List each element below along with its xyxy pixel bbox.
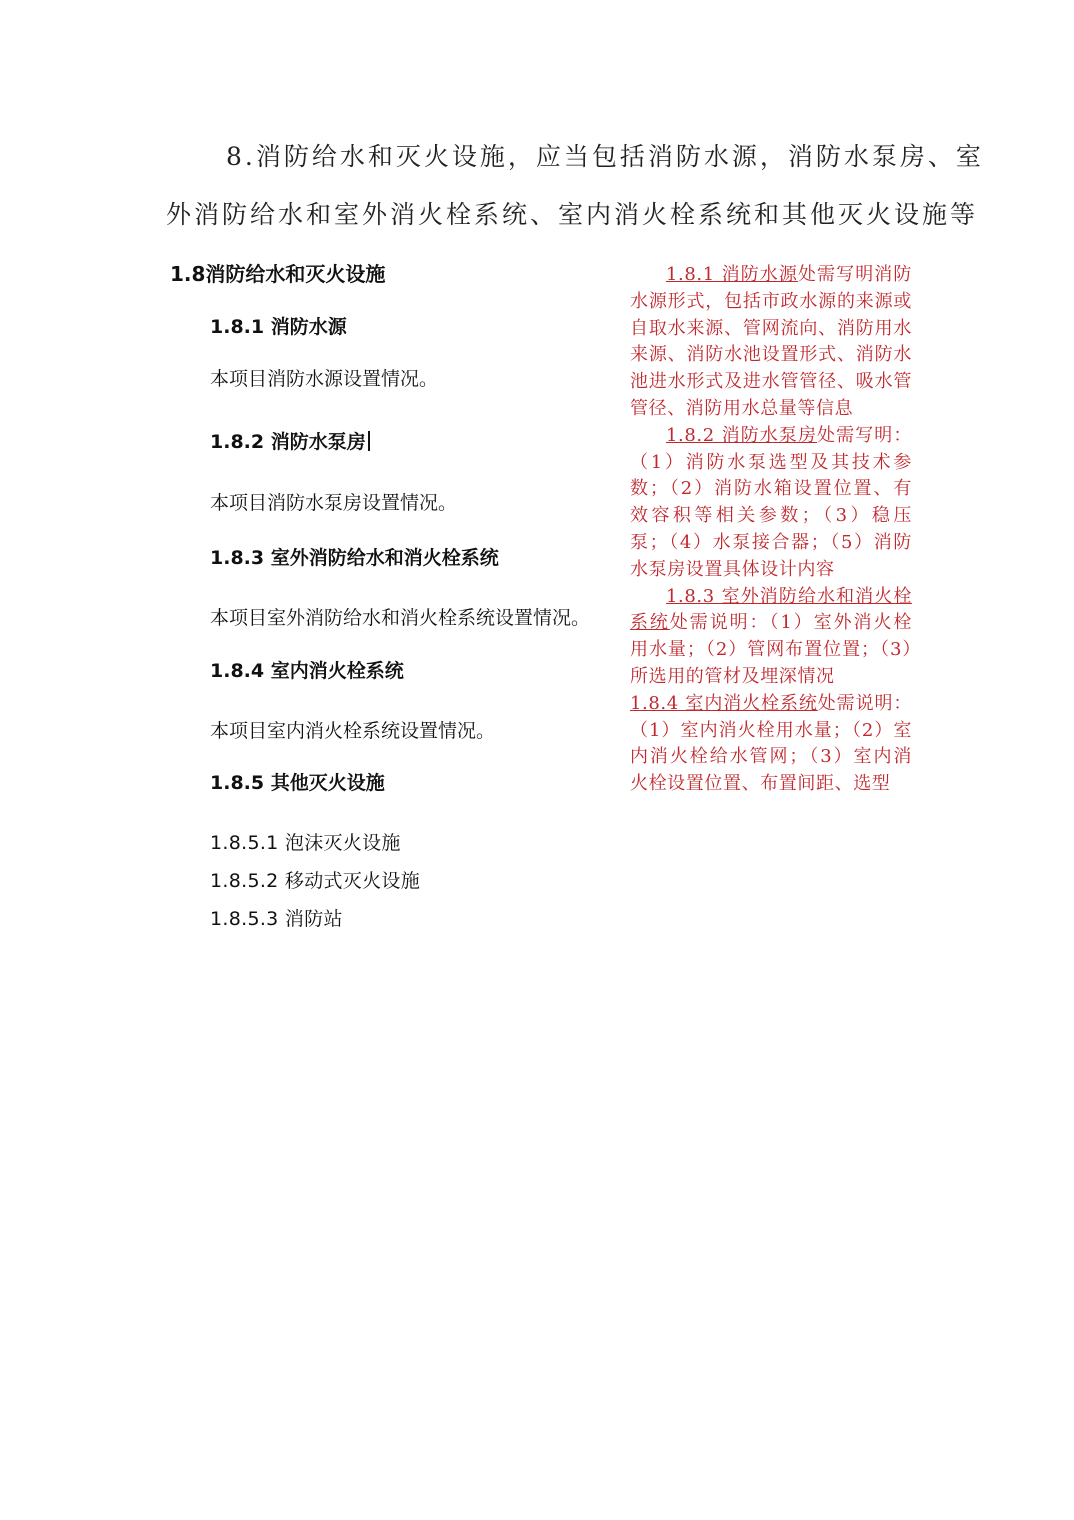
comment-text-1-8-3: 处需说明：（1）室外消火栓用水量；（2）管网布置位置；（3）所选用的管材及埋深情况 (630, 612, 912, 687)
intro-line-1: 8.消防给水和灭火设施，应当包括消防水源，消防水泵房、室 (226, 142, 984, 171)
comment-text-1-8-1: 处需写明消防水源形式，包括市政水源的来源或自取水来源、管网流向、消防用水来源、消防水池设置形式、消防水池进水形式及进水管管径、吸水管管径、消防用水总量等信息 (630, 264, 912, 419)
list-item-1-8-5-3: 1.8.5.3 消防站 (210, 908, 343, 930)
annotation-comment-box (630, 262, 912, 798)
subsection-heading-1-8-1: 1.8.1 消防水源 (210, 316, 347, 338)
list-item-1-8-5-2: 1.8.5.2 移动式灭火设施 (210, 870, 421, 892)
comment-1-8-3 (630, 584, 912, 691)
comment-title-1-8-4: 1.8.4 室内消火栓系统 (630, 692, 818, 714)
text-cursor (368, 431, 370, 451)
comment-title-1-8-2: 1.8.2 消防水泵房 (666, 424, 818, 446)
intro-line-2: 外消防给水和室外消火栓系统、室内消火栓系统和其他灭火设施等 (166, 200, 979, 229)
section-heading: 1.8消防给水和灭火设施 (170, 262, 386, 286)
comment-title-1-8-3: 1.8.3 室外消防给水和消火栓系统 (630, 585, 912, 634)
subsection-text-1-8-4: 本项目室内消火栓系统设置情况。 (210, 720, 496, 742)
subsection-heading-1-8-3: 1.8.3 室外消防给水和消火栓系统 (210, 547, 499, 569)
subsection-text-1-8-2: 本项目消防水泵房设置情况。 (210, 492, 458, 514)
list-item-1-8-5-1: 1.8.5.1 泡沫灭火设施 (210, 832, 401, 854)
subsection-text-1-8-3: 本项目室外消防给水和消火栓系统设置情况。 (210, 607, 591, 629)
subsection-heading-1-8-5: 1.8.5 其他灭火设施 (210, 772, 385, 794)
comment-title-1-8-1: 1.8.1 消防水源 (666, 264, 798, 285)
comment-1-8-1 (630, 262, 912, 423)
subsection-heading-1-8-2 (210, 427, 370, 454)
comment-1-8-4 (630, 691, 912, 798)
intro-paragraph (166, 128, 984, 244)
comment-1-8-2 (630, 423, 912, 584)
comment-text-1-8-2: 处需写明：（1）消防水泵选型及其技术参数；（2）消防水箱设置位置、有效容积等相关参数；（3）稳压泵；（4）水泵接合器；（5）消防水泵房设置具体设计内容 (630, 424, 912, 580)
comment-text-1-8-4: 处需说明：（1）室内消火栓用水量；（2）室内消火栓给水管网；（3）室内消火栓设置位置、布置间距、选型 (630, 692, 913, 795)
subsection-text-1-8-1: 本项目消防水源设置情况。 (210, 368, 439, 390)
subsection-heading-1-8-4: 1.8.4 室内消火栓系统 (210, 660, 404, 682)
subsection-heading-1-8-2-label: 1.8.2 消防水泵房 (210, 431, 366, 453)
